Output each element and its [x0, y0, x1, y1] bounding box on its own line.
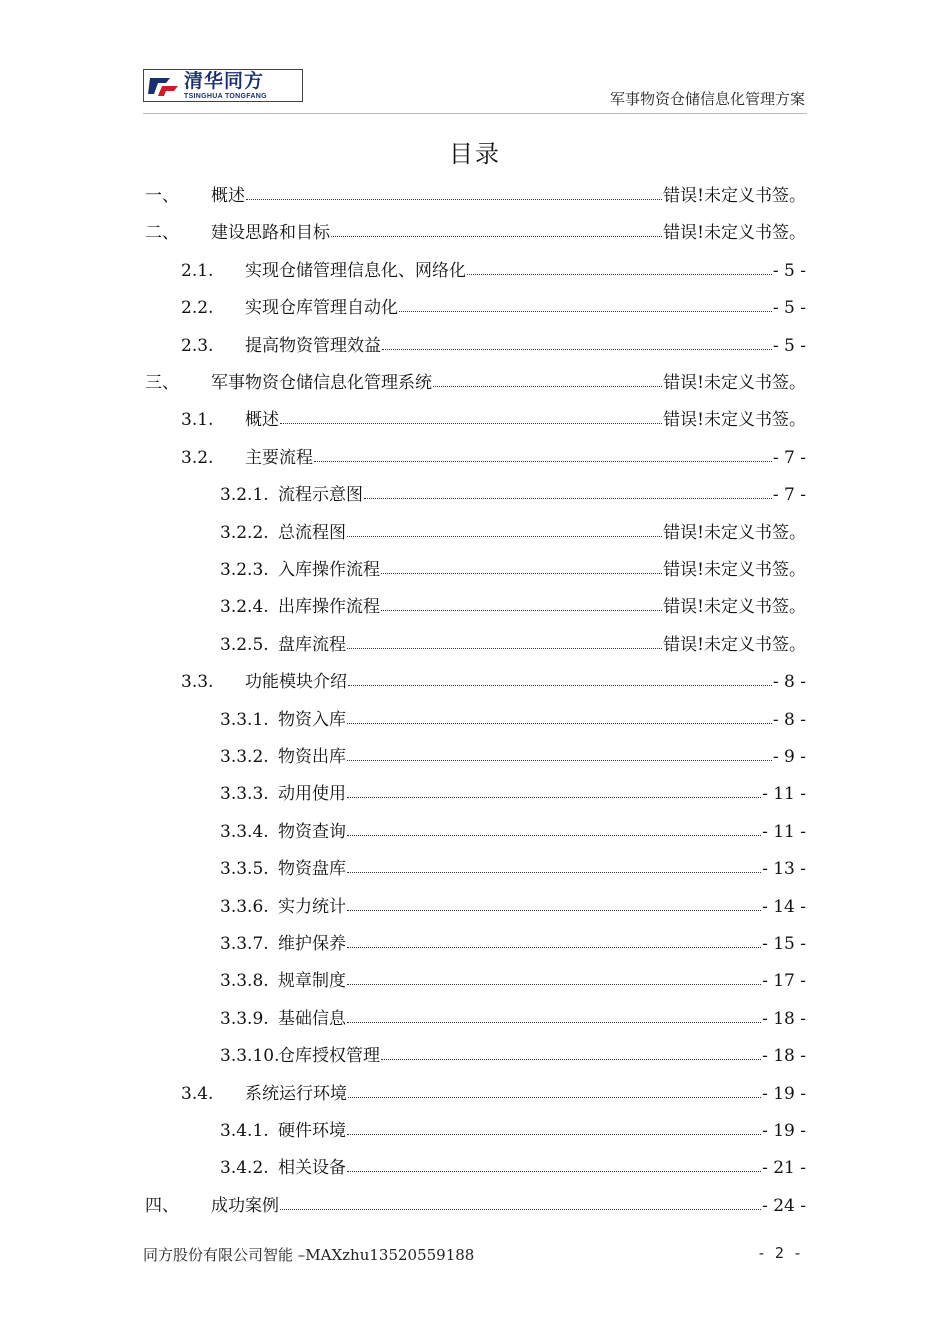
toc-entry-page: - 19 -	[762, 1121, 806, 1141]
toc-entry[interactable]	[220, 817, 806, 843]
toc-entry-number: 2.1.	[181, 260, 214, 281]
toc-entry-title: 物资查询	[278, 821, 346, 842]
toc-dot-leader	[382, 345, 772, 350]
toc-entry-number: 3.2.	[181, 447, 214, 468]
toc-entry[interactable]	[220, 854, 806, 880]
toc-dot-leader	[348, 681, 772, 686]
toc-dot-leader	[280, 1205, 761, 1210]
toc-dot-leader	[347, 756, 772, 761]
toc-entry-page: 错误!未定义书签。	[663, 597, 806, 618]
toc-entry-page: - 18 -	[762, 1046, 806, 1067]
header-divider	[143, 113, 807, 114]
toc-dot-leader	[347, 980, 761, 985]
toc-entry-number: 3.4.2.	[220, 1158, 269, 1179]
toc-entry-title: 动用使用	[278, 784, 346, 805]
toc-entry-title: 硬件环境	[278, 1121, 346, 1141]
toc-entry-number: 四、	[145, 1195, 179, 1216]
toc-entry-title: 功能模块介绍	[245, 672, 347, 693]
toc-entry-number: 3.3.3.	[220, 784, 269, 805]
toc-dot-leader	[348, 1093, 761, 1098]
toc-entry-number: 3.3.7.	[220, 934, 269, 954]
toc-entry-page: 错误!未定义书签。	[663, 522, 806, 543]
toc-entry-title: 实现仓库管理自动化	[245, 298, 398, 319]
toc-entry-page: 错误!未定义书签。	[663, 186, 806, 206]
toc-entry-title: 成功案例	[211, 1195, 279, 1216]
toc-entry-number: 3.3.4.	[220, 821, 269, 842]
toc-entry-page: - 7 -	[772, 447, 806, 468]
toc-entry-number: 3.2.2.	[220, 522, 269, 543]
toc-entry-page: 错误!未定义书签。	[663, 410, 806, 431]
toc-entry[interactable]	[220, 929, 806, 955]
toc-entry-title: 出库操作流程	[278, 597, 380, 618]
toc-entry-title: 物资入库	[278, 709, 346, 730]
logo-text-en: TSINGHUA TONGFANG	[184, 92, 267, 100]
toc-entry-title: 实力统计	[278, 896, 346, 917]
toc-entry-title: 基础信息	[278, 1008, 346, 1029]
toc-entry-number: 3.3.	[181, 672, 214, 693]
toc-entry-title: 系统运行环境	[245, 1083, 347, 1104]
toc-entry[interactable]	[220, 742, 806, 768]
toc-entry-number: 3.3.1.	[220, 709, 269, 730]
toc-entry-page: - 15 -	[762, 934, 806, 954]
toc-entry[interactable]	[220, 518, 806, 544]
toc-entry-number: 3.2.4.	[220, 597, 269, 618]
toc-entry[interactable]	[220, 630, 806, 656]
toc-entry[interactable]	[181, 1079, 806, 1105]
toc-dot-leader	[347, 719, 772, 724]
toc-entry-number: 3.3.9.	[220, 1008, 269, 1029]
toc-entry-number: 2.3.	[181, 335, 214, 356]
toc-entry-number: 3.2.5.	[220, 634, 269, 655]
toc-entry-number: 3.4.1.	[220, 1121, 269, 1141]
toc-entry-page: - 21 -	[762, 1158, 806, 1179]
toc-entry[interactable]	[145, 181, 806, 207]
toc-entry-page: - 18 -	[762, 1008, 806, 1029]
toc-entry-title: 提高物资管理效益	[245, 335, 381, 356]
toc-entry[interactable]	[181, 293, 806, 319]
toc-entry-number: 3.2.1.	[220, 485, 269, 506]
toc-entry-page: - 7 -	[772, 485, 806, 506]
toc-entry[interactable]	[220, 555, 806, 581]
toc-entry[interactable]	[220, 966, 806, 992]
toc-entry-title: 概述	[211, 186, 245, 206]
toc-entry[interactable]	[145, 218, 806, 244]
toc-dot-leader	[280, 419, 662, 424]
toc-entry-title: 流程示意图	[278, 485, 363, 506]
toc-dot-leader	[314, 457, 772, 462]
toc-entry-page: - 9 -	[772, 747, 806, 767]
toc-entry-title: 主要流程	[245, 447, 313, 468]
toc-entry-number: 3.3.5.	[220, 859, 269, 880]
toc-dot-leader	[381, 1055, 761, 1060]
toc-entry-title: 实现仓储管理信息化、网络化	[245, 260, 466, 281]
toc-dot-leader	[467, 270, 772, 275]
toc-dot-leader	[347, 831, 761, 836]
toc-entry-title: 物资盘库	[278, 859, 346, 880]
toc-entry-number: 3.1.	[181, 410, 214, 431]
toc-dot-leader	[331, 232, 662, 237]
toc-entry[interactable]	[220, 1041, 806, 1067]
toc-dot-leader	[347, 1130, 761, 1135]
toc-entry-page: - 14 -	[762, 896, 806, 917]
toc-entry-title: 概述	[245, 410, 279, 431]
logo-text-cn: 清华同方	[184, 69, 265, 92]
toc-entry-page: - 5 -	[772, 298, 806, 319]
toc-entry-title: 盘库流程	[278, 634, 346, 655]
toc-dot-leader	[364, 494, 772, 499]
toc-entry-page: 错误!未定义书签。	[663, 373, 806, 393]
toc-entry-number: 3.3.6.	[220, 896, 269, 917]
toc-entry[interactable]	[145, 1191, 806, 1217]
toc-entry-title: 维护保养	[278, 934, 346, 954]
toc-entry-title: 相关设备	[278, 1158, 346, 1179]
toc-entry-page: - 5 -	[772, 335, 806, 356]
toc-entry-number: 3.2.3.	[220, 560, 269, 580]
toc-entry-title: 军事物资仓储信息化管理系统	[211, 373, 432, 393]
toc-entry[interactable]	[181, 256, 806, 282]
toc-entry[interactable]	[220, 480, 806, 506]
toc-entry-page: - 13 -	[762, 859, 806, 880]
toc-entry[interactable]	[220, 1004, 806, 1030]
toc-dot-leader	[246, 195, 662, 200]
toc-entry[interactable]	[181, 405, 806, 431]
toc-entry-title: 仓库授权管理	[278, 1046, 380, 1067]
toc-entry[interactable]	[145, 368, 806, 394]
toc-entry-page: - 8 -	[772, 709, 806, 730]
toc-entry-number: 一、	[145, 186, 179, 206]
toc-dot-leader	[347, 943, 761, 948]
toc-dot-leader	[347, 644, 662, 649]
toc-entry[interactable]	[220, 592, 806, 618]
toc-entry-page: 错误!未定义书签。	[663, 223, 806, 244]
toc-entry-page: - 24 -	[762, 1195, 806, 1216]
toc-entry-number: 3.3.8.	[220, 971, 269, 992]
toc-entry[interactable]	[220, 1116, 806, 1142]
toc-entry[interactable]	[181, 331, 806, 357]
toc-entry-title: 建设思路和目标	[211, 223, 330, 244]
toc-entry-number: 三、	[145, 373, 179, 393]
toc-entry[interactable]	[220, 1153, 806, 1179]
toc-entry-title: 规章制度	[278, 971, 346, 992]
footer-company: 同方股份有限公司智能 –MAXzhu13520559188	[143, 1246, 475, 1264]
toc-entry-page: - 5 -	[772, 260, 806, 281]
toc-entry-page: 错误!未定义书签。	[663, 560, 806, 580]
toc-entry-page: - 8 -	[772, 672, 806, 693]
toc-entry-title: 入库操作流程	[278, 560, 380, 580]
toc-entry[interactable]	[220, 779, 806, 805]
toc-dot-leader	[347, 1167, 761, 1172]
toc-entry[interactable]	[181, 667, 806, 693]
toc-entry-number: 2.2.	[181, 298, 214, 319]
toc-entry-page: - 19 -	[762, 1083, 806, 1104]
toc-entry-title: 物资出库	[278, 747, 346, 767]
toc-entry-page: 错误!未定义书签。	[663, 634, 806, 655]
toc-dot-leader	[381, 606, 662, 611]
toc-dot-leader	[347, 793, 761, 798]
toc-entry-number: 3.3.10.	[220, 1046, 280, 1067]
toc-dot-leader	[347, 1018, 761, 1023]
toc-entry-page: - 11 -	[762, 784, 806, 805]
toc-dot-leader	[381, 569, 662, 574]
toc-entry[interactable]	[181, 443, 806, 469]
toc-entry-number: 3.4.	[181, 1083, 214, 1104]
toc-dot-leader	[347, 906, 761, 911]
toc-dot-leader	[433, 382, 662, 387]
toc-dot-leader	[399, 307, 772, 312]
tongfang-logo-icon	[144, 70, 184, 101]
company-logo	[143, 69, 303, 102]
toc-dot-leader	[347, 532, 662, 537]
footer-page-number: - 2 -	[756, 1244, 802, 1262]
toc-entry[interactable]	[220, 705, 806, 731]
toc-entry-page: - 11 -	[762, 821, 806, 842]
toc-entry-number: 3.3.2.	[220, 747, 269, 767]
document-title: 军事物资仓储信息化管理方案	[609, 90, 805, 108]
toc-heading: 目录	[449, 140, 501, 168]
toc-entry[interactable]	[220, 892, 806, 918]
toc-entry-number: 二、	[145, 223, 179, 244]
toc-entry-page: - 17 -	[762, 971, 806, 992]
toc-dot-leader	[347, 868, 761, 873]
toc-entry-title: 总流程图	[278, 522, 346, 543]
